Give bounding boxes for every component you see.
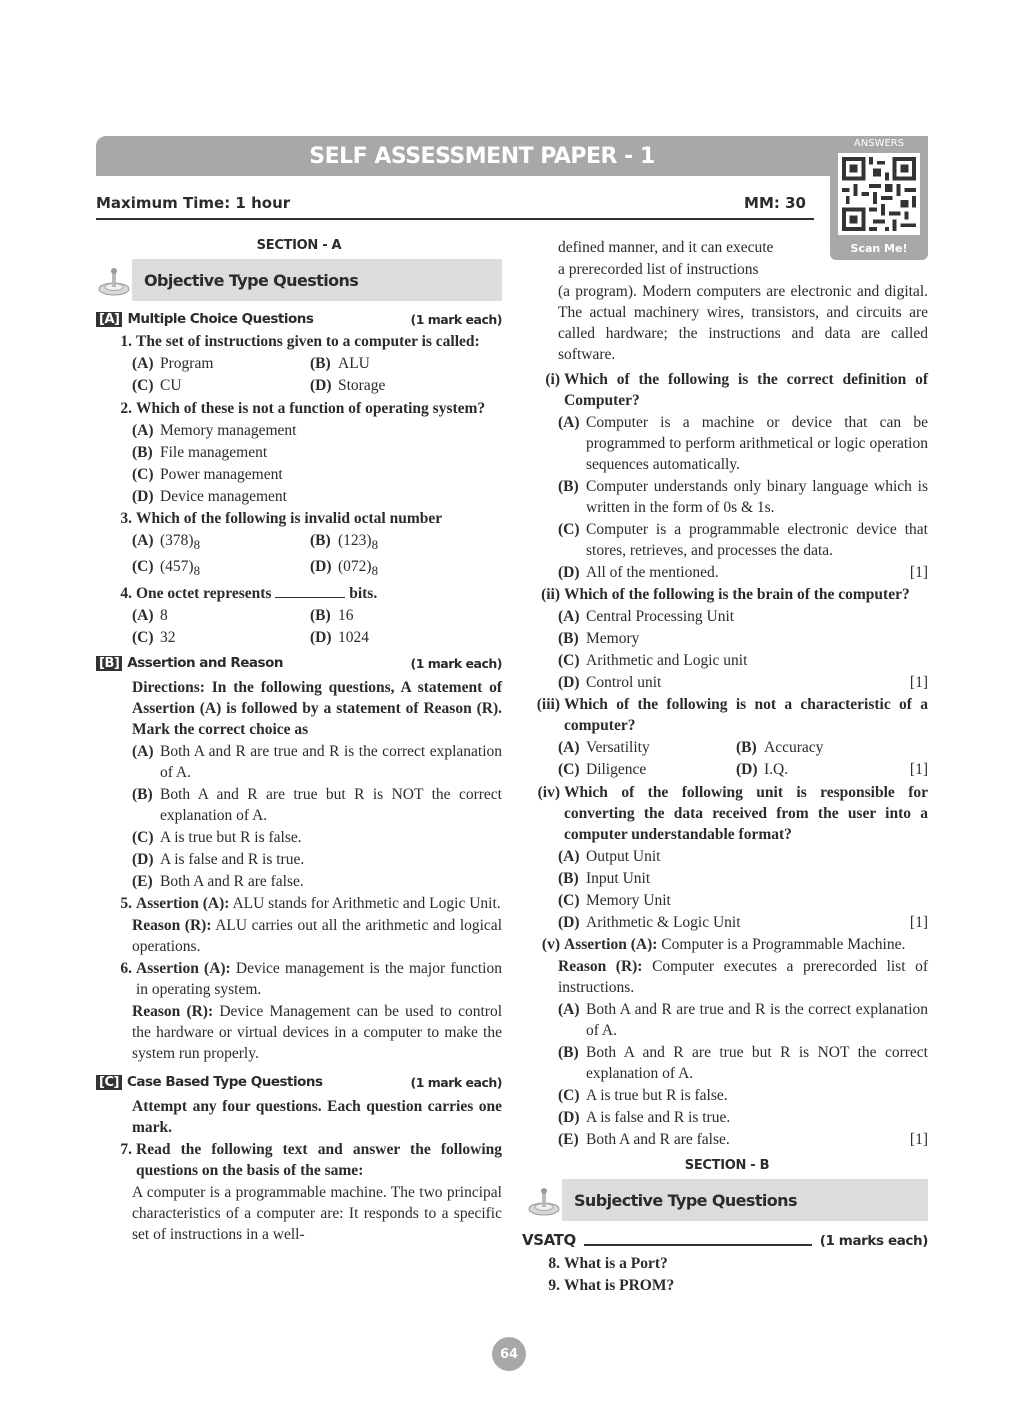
page-number: 64: [492, 1337, 526, 1371]
max-time: Maximum Time: 1 hour: [96, 194, 291, 212]
qii-option-b: (B) Memory: [558, 630, 640, 647]
qv-option-e: (E) Both A and R are false. [1]: [558, 1131, 928, 1148]
qr-bottom-label: Scan Me!: [850, 242, 908, 255]
answer-blank: [275, 583, 345, 598]
objective-heading-bar: [96, 259, 502, 301]
ar-option-e: (E) Both A and R are false.: [132, 873, 304, 891]
page-title: SELF ASSESSMENT PAPER - 1: [309, 143, 655, 169]
question-7: 7. Read the following text and answer the following questions on the basis of the same:: [120, 1141, 502, 1180]
section-b-heading: SECTION - B: [684, 1158, 770, 1173]
subjective-heading-bar: [526, 1179, 928, 1221]
case-instructions: Attempt any four questions. Each question carries one mark.: [132, 1098, 502, 1137]
question-5: 5. Assertion (A): ALU stands for Arithmetic and Logic Unit.: [120, 895, 501, 913]
max-marks: MM: 30: [744, 194, 806, 212]
qi-option-d: (D) All of the mentioned. [1]: [558, 564, 928, 581]
mcq-marks: (1 mark each): [410, 311, 502, 327]
q1-options-row-1: (A) Program (B) ALU: [132, 355, 370, 372]
ar-option-b: (B) Both A and R are true but R is NOT the correct explanation of A.: [132, 786, 502, 825]
passage-cont-1: defined manner, and it can execute: [558, 239, 774, 256]
question-1: 1. The set of instructions given to a computer is called:: [120, 333, 480, 350]
ar-option-a: (A) Both A and R are true and R is the correct explanation of A.: [132, 743, 502, 782]
question-iv: (iv) Which of the following unit is responsible for converting the data received from the user into a computer understandable format?: [537, 784, 928, 843]
q4-options-row-2: (C) 32 (D) 1024: [132, 629, 369, 647]
qv-option-b: (B) Both A and R are true but R is NOT the correct explanation of A.: [558, 1044, 928, 1082]
qiv-option-c: (C) Memory Unit: [558, 892, 671, 909]
question-ii: (ii) Which of the following is the brain of the computer?: [541, 586, 910, 603]
qi-option-c: (C) Computer is a programmable electronic device that stores, retrieves, and processes the data.: [558, 521, 928, 559]
question-9: 9. What is PROM?: [548, 1277, 675, 1294]
qiii-mark: [1]: [909, 761, 928, 778]
mcq-heading: [96, 311, 502, 327]
qii-option-d: (D) Control unit [1]: [558, 674, 928, 691]
question-iii: (iii) Which of the following is not a characteristic of a computer?: [536, 696, 928, 734]
assertion-reason-heading: [B] Assertion and Reason (1 mark each): [96, 655, 502, 671]
title-banner: [96, 136, 928, 176]
question-8: 8. What is a Port?: [548, 1255, 668, 1272]
qi-option-a: (A) Computer is a machine or device that can be programmed to perform arithmetical or logic operation sequences automatically.: [558, 414, 928, 473]
subjective-heading: Subjective Type Questions: [562, 1179, 928, 1221]
mcq-title: Multiple Choice Questions: [127, 311, 314, 327]
mcq-badge: [A]: [96, 312, 122, 327]
qv-option-c: (C) A is true but R is false.: [558, 1087, 728, 1104]
qii-option-c: (C) Arithmetic and Logic unit: [558, 652, 748, 669]
ar-option-d: (D) A is false and R is true.: [132, 851, 305, 869]
qv-option-a: (A) Both A and R are true and R is the correct explanation of A.: [558, 1001, 928, 1039]
qv-option-d: (D) A is false and R is true.: [558, 1109, 731, 1126]
qr-top-label: ANSWERS: [853, 138, 905, 149]
q2-option-b: (B) File management: [132, 444, 268, 461]
question-i: (i) Which of the following is the correct definition of Computer?: [545, 371, 928, 409]
qiv-option-b: (B) Input Unit: [558, 870, 651, 887]
question-v: (v) Assertion (A): Computer is a Programmable Machine.: [541, 936, 906, 953]
pen-holder-icon: [96, 262, 132, 298]
qiv-mark: [1]: [909, 914, 928, 931]
section-a-heading: SECTION - A: [256, 238, 342, 253]
qii-option-a: (A) Central Processing Unit: [558, 608, 735, 625]
qv-mark: [1]: [909, 1131, 928, 1148]
ar-directions: Directions: In the following questions, A statement of Assertion (A) is followed by a statement of Reason (R). Mark the correct choice as: [132, 679, 502, 739]
passage-cont-2: a prerecorded list of instructions: [558, 261, 759, 278]
objective-heading: Objective Type Questions: [132, 259, 502, 301]
vsatq-title: VSATQ: [522, 1231, 576, 1249]
q6-reason: Reason (R): Device Management can be used to control the hardware or virtual devices in a computer to make the system run properly.: [132, 1003, 502, 1063]
left-column: [96, 236, 502, 1246]
passage-cont-3: (a program). Modern computers are electronic and digital. The actual machinery wires, transistors, and circuits are called hardware; the instructions and data are called software.: [558, 283, 928, 363]
qr-code-icon[interactable]: [838, 153, 920, 235]
vsatq-heading: [522, 1231, 928, 1249]
q2-option-d: (D) Device management: [132, 488, 287, 505]
ar-option-c: (C) A is true but R is false.: [132, 829, 302, 847]
paper-meta: [96, 194, 814, 220]
question-4: 4. One octet represents bits.: [120, 585, 378, 603]
q1-options-row-2: (C) CU (D) Storage: [132, 377, 386, 394]
vsatq-rule: [584, 1244, 812, 1246]
q2-option-a: (A) Memory management: [132, 422, 297, 439]
q4-options-row-1: (A) 8 (B) 16: [132, 607, 354, 625]
case-based-heading: [C] Case Based Type Questions (1 mark each): [96, 1074, 502, 1090]
q3-options-row-1: (A) $(378)_8$ (B) $(123)_8$: [132, 532, 379, 553]
right-column: [522, 236, 929, 1297]
question-6: 6. Assertion (A): Device management is the major function in operating system.: [120, 960, 502, 999]
question-2: 2. Which of these is not a function of operating system?: [120, 400, 486, 417]
vsatq-marks: (1 marks each): [819, 1233, 928, 1249]
qi-mark: [1]: [909, 564, 928, 581]
q2-option-c: (C) Power management: [132, 466, 283, 483]
q3-options-row-2: (C) $(457)_8$ (D) $(072)_8$: [132, 558, 379, 579]
question-3: 3. Which of the following is invalid octal number: [120, 510, 443, 527]
qiii-options-row-2: (C) Diligence (D) I.Q. [1]: [558, 759, 928, 781]
qiii-options-row-1: (A) Versatility (B) Accuracy: [558, 739, 824, 756]
qv-reason: Reason (R): Computer executes a prerecorded list of instructions.: [558, 958, 929, 996]
qiv-option-d: (D) Arithmetic & Logic Unit [1]: [558, 914, 928, 931]
q5-reason: Reason (R): ALU carries out all the arithmetic and logical operations.: [132, 917, 502, 956]
qii-mark: [1]: [909, 674, 928, 691]
q7-passage: A computer is a programmable machine. The two principal characteristics of a computer are: It responds to a specific set of instructions in a well-: [132, 1184, 502, 1244]
qiv-option-a: (A) Output Unit: [558, 848, 661, 865]
pen-holder-icon: [526, 1182, 562, 1218]
qi-option-b: (B) Computer understands only binary language which is written in the form of 0s & 1s.: [558, 478, 928, 516]
